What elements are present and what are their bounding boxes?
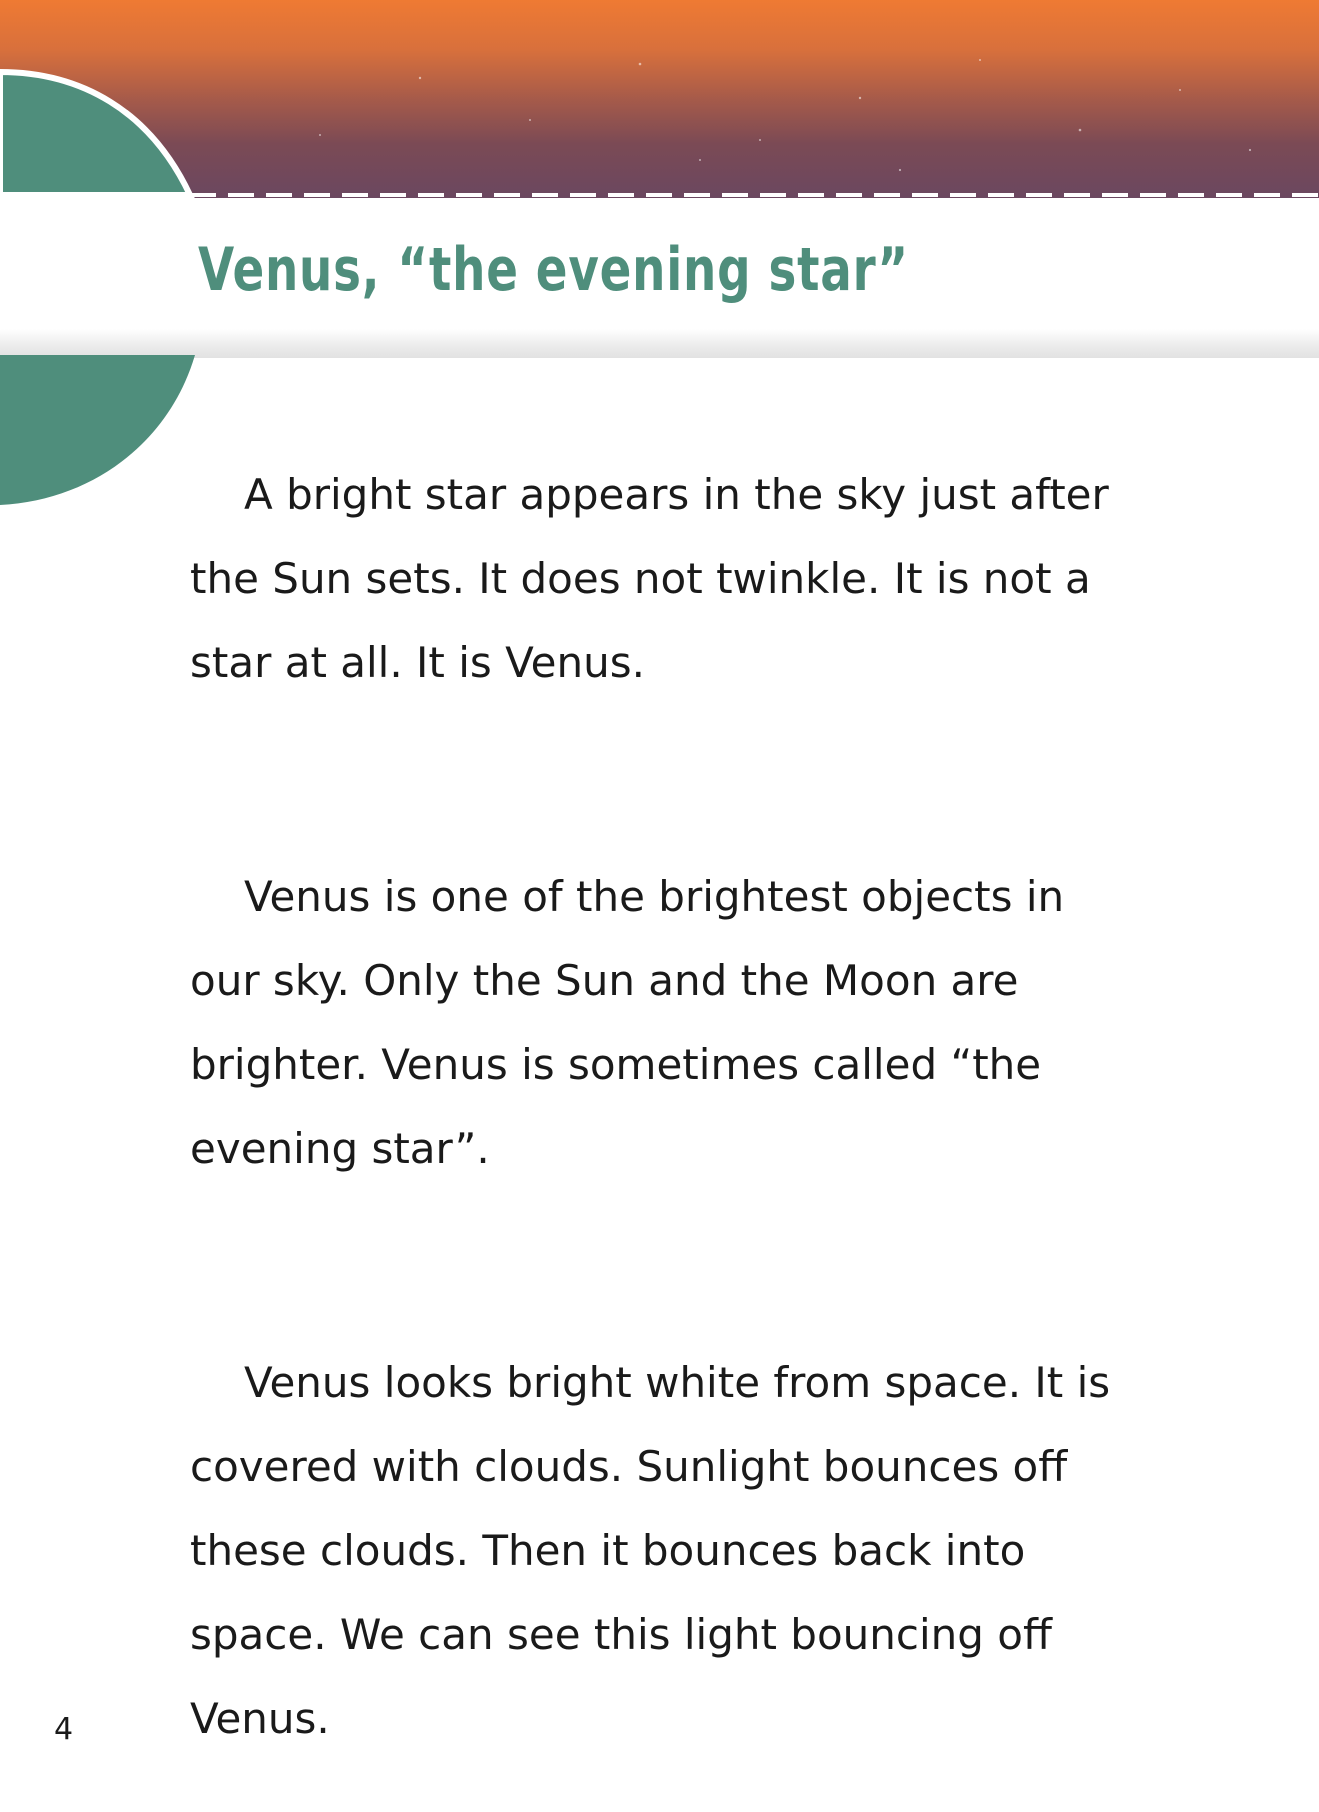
horizon-decoration: [0, 0, 1319, 200]
body-text: [190, 453, 1120, 1761]
evening-sky-banner: [0, 0, 1319, 200]
paragraph-2: Venus is one of the brightest objects in our sky. Only the Sun and the Moon are brighter. Venus is sometimes called “the evening star”.: [190, 872, 1065, 1173]
paragraph-1: A bright star appears in the sky just after the Sun sets. It does not twinkle. It is not a star at all. It is Venus.: [190, 470, 1109, 687]
page-title: Venus, “the evening star”: [198, 235, 909, 305]
paragraph-3: Venus looks bright white from space. It is covered with clouds. Sunlight bounces off these clouds. Then it bounces back into space. We can see this light bouncing off Venus.: [190, 1358, 1111, 1743]
page-number: 4: [54, 1712, 74, 1747]
